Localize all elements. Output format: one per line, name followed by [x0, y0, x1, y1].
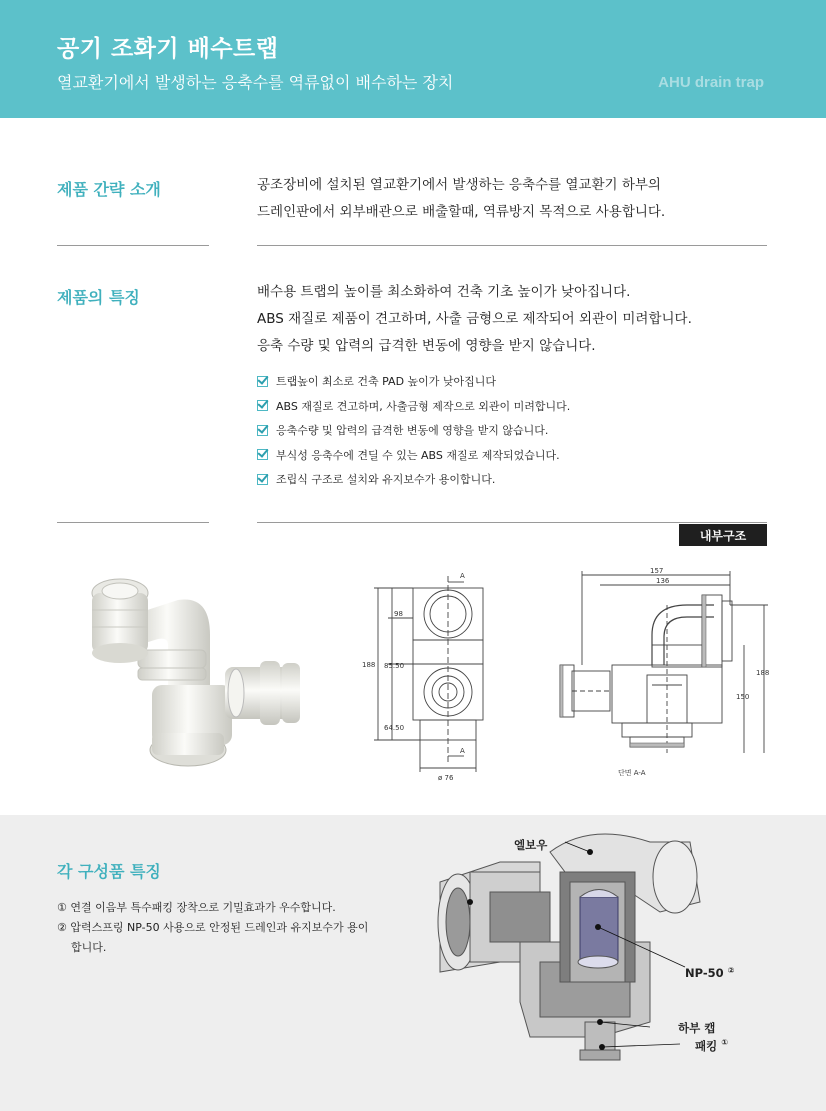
dim-98: 98: [394, 610, 403, 618]
label-spring: NP-50 ②: [685, 966, 735, 980]
checklist-text: 응축수량 및 압력의 급격한 변동에 영향을 받지 않습니다.: [276, 424, 549, 438]
features-text: [257, 279, 777, 360]
feature-line: 배수용 트랩의 높이를 최소화하여 건축 기초 높이가 낮아집니다.: [257, 284, 631, 300]
page-subtitle: 열교환기에서 발생하는 응축수를 역류없이 배수하는 장치: [57, 73, 454, 92]
checkbox-icon: [257, 449, 268, 460]
dim-total: 188: [362, 661, 376, 669]
english-name: AHU drain trap: [658, 74, 764, 91]
section-view-drawing: [552, 565, 772, 785]
dim-width: ø 76: [438, 774, 454, 782]
checkbox-icon: [257, 474, 268, 485]
dim-157: 157: [650, 567, 664, 575]
checklist-item: [257, 467, 570, 492]
label-elbow: 엘보우: [514, 838, 548, 852]
dim-64-50: 64.50: [384, 724, 405, 732]
intro-line: 드레인판에서 외부배관으로 배출할때, 역류방지 목적으로 사용합니다.: [257, 204, 666, 220]
checklist-text: 부식성 응축수에 견딜 수 있는 ABS 재질로 제작되었습니다.: [276, 448, 560, 462]
checklist-item: [257, 443, 570, 468]
internal-structure-tag: 내부구조: [679, 524, 767, 546]
product-photo: [60, 555, 330, 785]
checkbox-icon: [257, 376, 268, 387]
label-cap: 하부 캡: [678, 1021, 716, 1035]
checklist-item: [257, 394, 570, 419]
component-item: ② 압력스프링 NP-50 사용으로 안정된 드레인과 유지보수가 용이합니다.: [57, 921, 369, 954]
intro-text: [257, 172, 777, 226]
checkbox-icon: [257, 400, 268, 411]
divider: [57, 245, 209, 246]
checklist-item: [257, 418, 570, 443]
divider: [257, 245, 767, 246]
section-mark-top: A: [460, 572, 465, 580]
dim-85-50: 85.50: [384, 662, 405, 670]
front-view-drawing: [360, 568, 515, 783]
feature-line: 응축 수량 및 압력의 급격한 변동에 영향을 받지 않습니다.: [257, 338, 596, 354]
features-heading: 제품의 특징: [57, 288, 140, 307]
checkbox-icon: [257, 425, 268, 436]
feature-checklist: [257, 369, 570, 492]
component-item: ① 연결 이음부 특수패킹 장착으로 기밀효과가 우수합니다.: [57, 901, 336, 914]
dim-136: 136: [656, 577, 670, 585]
cutaway-illustration: [430, 822, 710, 1102]
section-mark-bottom: A: [460, 747, 465, 755]
feature-line: ABS 재질로 제품이 견고하며, 사출 금형으로 제작되어 외관이 미려합니다.: [257, 311, 692, 327]
components-heading: 각 구성품 특징: [57, 862, 161, 881]
dim-188: 188: [756, 669, 770, 677]
checklist-text: 트랩높이 최소로 건축 PAD 높이가 낮아집니다: [276, 375, 497, 389]
dim-150: 150: [736, 693, 750, 701]
page-title: 공기 조화기 배수트랩: [57, 36, 279, 62]
label-packing: 패킹 ①: [695, 1038, 729, 1053]
intro-heading: 제품 간략 소개: [57, 180, 161, 199]
intro-line: 공조장비에 설치된 열교환기에서 발생하는 응축수를 열교환기 하부의: [257, 177, 661, 193]
section-caption: 단면 A-A: [618, 769, 646, 777]
checklist-item: [257, 369, 570, 394]
divider: [57, 522, 209, 523]
components-list: [57, 898, 377, 958]
checklist-text: 조립식 구조로 설치와 유지보수가 용이합니다.: [276, 473, 496, 487]
divider: [257, 522, 767, 523]
checklist-text: ABS 재질로 견고하며, 사출금형 제작으로 외관이 미려합니다.: [276, 399, 571, 413]
header-banner: [0, 0, 826, 118]
